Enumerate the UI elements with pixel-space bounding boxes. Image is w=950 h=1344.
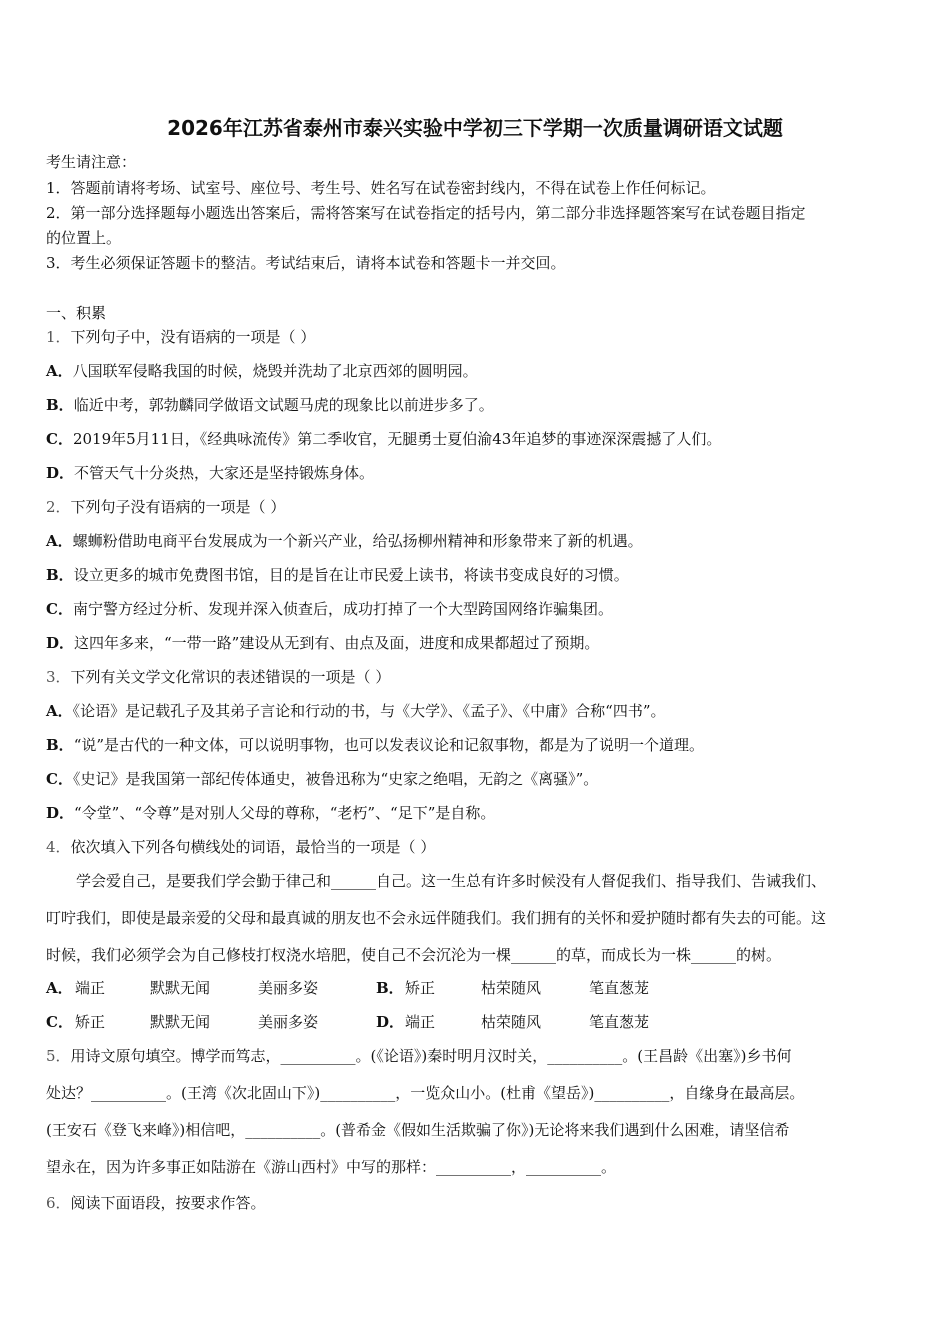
question-4 (46, 837, 435, 857)
q4-option-d-word-1: 端正 (405, 1013, 436, 1031)
question-number: 1． (46, 328, 71, 346)
question-stem: 阅读下面语段，按要求作答。 (70, 1194, 266, 1212)
question-6 (46, 1193, 266, 1213)
option-text: 2019年5月11日，《经典咏流传》第二季收官，无腿勇士夏伯渝43年追梦的事迹深深震撼了人们。 (72, 430, 722, 448)
q2-option-b: B．设立更多的城市免费图书馆，目的是旨在让市民爱上读书，将读书变成良好的习惯。 (46, 566, 629, 584)
q4-passage-line-1: 学会爱自己，是要我们学会勤于律己和______自己。这一生总有许多时候没有人督促我们、指导我们、告诫我们、 (46, 872, 827, 890)
q2-option-d: D．这四年多来，“一带一路”建设从无到有、由点及面，进度和成果都超过了预期。 (46, 634, 600, 652)
q2-option-c: C．南宁警方经过分析、发现并深入侦查后，成功打掉了一个大型跨国网络诈骗集团。 (46, 600, 613, 618)
question-2 (46, 497, 285, 517)
q1-option-c: C．2019年5月11日，《经典咏流传》第二季收官，无腿勇士夏伯渝43年追梦的事迹深深震撼了人们。 (46, 430, 722, 448)
option-text: “令堂”、“令尊”是对别人父母的尊称，“老朽”、“足下”是自称。 (74, 804, 496, 822)
question-number: 4． (46, 838, 71, 856)
notice-2: 2．第一部分选择题每小题选出答案后，需将答案写在试卷指定的括号内，第二部分非选择题答案写在试卷题目指定 (46, 204, 806, 222)
q2-option-a: A．螺蛳粉借助电商平台发展成为一个新兴产业，给弘扬柳州精神和形象带来了新的机遇。 (46, 532, 643, 550)
question-stem: 下列有关文学文化常识的表述错误的一项是（ ） (70, 668, 391, 686)
q1-option-b: B．临近中考，郭勃麟同学做语文试题马虎的现象比以前进步多了。 (46, 396, 494, 414)
q4-option-c-word-2: 默默无闻 (150, 1013, 211, 1031)
notice-heading: 考生请注意： (46, 153, 137, 171)
question-stem: 下列句子没有语病的一项是（ ） (70, 498, 286, 516)
question-number: 5． (46, 1047, 71, 1065)
q4-option-d-word-2: 枯荣随风 (481, 1013, 542, 1031)
q3-option-d: D．“令堂”、“令尊”是对别人父母的尊称，“老朽”、“足下”是自称。 (46, 804, 496, 822)
question-number: 3． (46, 668, 71, 686)
page-title: 2026年江苏省泰州市泰兴实验中学初三下学期一次质量调研语文试题 (167, 116, 783, 140)
option-text: 八国联军侵略我国的时候，烧毁并洗劫了北京西郊的圆明园。 (72, 362, 478, 380)
q4-passage-line-2: 叮咛我们，即使是最亲爱的父母和最真诚的朋友也不会永远伴随我们。我们拥有的关怀和爱护随时都有失去的可能。这 (46, 909, 827, 927)
q4-option-b-word-1: 矫正 (405, 979, 436, 997)
section-heading: 一、积累 (46, 304, 107, 322)
question-1 (46, 327, 315, 347)
q4-option-b-word-2: 枯荣随风 (481, 979, 542, 997)
q3-option-b: B．“说”是古代的一种文体，可以说明事物，也可以发表议论和记叙事物，都是为了说明一个道理。 (46, 736, 705, 754)
question-5 (46, 1046, 791, 1066)
q4-option-d-word-3: 笔直葱茏 (589, 1013, 650, 1031)
q5-line-4: 望永在，因为许多事正如陆游在《游山西村》中写的那样：__________，__________。 (46, 1158, 617, 1176)
question-stem: 下列句子中，没有语病的一项是（ ） (70, 328, 316, 346)
option-text: 《史记》是我国第一部纪传体通史，被鲁迅称为“史家之绝唱，无韵之《离骚》”。 (72, 770, 599, 788)
notice-1: 1．答题前请将考场、试室号、座位号、考生号、姓名写在试卷密封线内，不得在试卷上作任何标记。 (46, 179, 716, 197)
option-text: 这四年多来，“一带一路”建设从无到有、由点及面，进度和成果都超过了预期。 (74, 634, 600, 652)
q5-line-1: 用诗文原句填空。博学而笃志，__________。(《论语》)秦时明月汉时关，__________。(王昌龄《出塞》)乡书何 (70, 1047, 792, 1065)
q4-option-b-word-3: 笔直葱茏 (589, 979, 650, 997)
question-number: 6． (46, 1194, 71, 1212)
q4-option-b-letter: B． (376, 979, 404, 997)
question-stem: 依次填入下列各句横线处的词语，最恰当的一项是（ ） (70, 838, 436, 856)
q1-option-a: A．八国联军侵略我国的时候，烧毁并洗劫了北京西郊的圆明园。 (46, 362, 478, 380)
q4-option-c-word-3: 美丽多姿 (258, 1013, 319, 1031)
notice-3: 3．考生必须保证答题卡的整洁。考试结束后，请将本试卷和答题卡一并交回。 (46, 254, 566, 272)
option-text: 南宁警方经过分析、发现并深入侦查后，成功打掉了一个大型跨国网络诈骗集团。 (72, 600, 613, 618)
q5-line-3: (王安石《登飞来峰》)相信吧，__________。(普希金《假如生活欺骗了你》)无论将来我们遇到什么困难，请坚信希 (46, 1121, 790, 1139)
q3-option-a: A．《论语》是记载孔子及其弟子言论和行动的书，与《大学》、《孟子》、《中庸》合称“四书”。 (46, 702, 666, 720)
option-text: 设立更多的城市免费图书馆，目的是旨在让市民爱上读书，将读书变成良好的习惯。 (73, 566, 629, 584)
option-text: 不管天气十分炎热，大家还是坚持锻炼身体。 (74, 464, 375, 482)
question-number: 2． (46, 498, 71, 516)
q5-line-2: 处达？__________。(王湾《次北固山下》)__________，一览众山小。(杜甫《望岳》)__________，自缘身在最高层。 (46, 1084, 805, 1102)
q4-option-a-letter: A． (46, 979, 73, 997)
option-text: 临近中考，郭勃麟同学做语文试题马虎的现象比以前进步多了。 (73, 396, 494, 414)
notice-2-cont: 的位置上。 (46, 229, 122, 247)
q1-option-d: D．不管天气十分炎热，大家还是坚持锻炼身体。 (46, 464, 375, 482)
option-text: “说”是古代的一种文体，可以说明事物，也可以发表议论和记叙事物，都是为了说明一个道理。 (73, 736, 705, 754)
q4-option-a-word-2: 默默无闻 (150, 979, 211, 997)
q3-option-c: C．《史记》是我国第一部纪传体通史，被鲁迅称为“史家之绝唱，无韵之《离骚》”。 (46, 770, 599, 788)
option-text: 《论语》是记载孔子及其弟子言论和行动的书，与《大学》、《孟子》、《中庸》合称“四书”。 (72, 702, 666, 720)
q4-option-c-letter: C． (46, 1013, 73, 1031)
q4-option-a-word-1: 端正 (75, 979, 106, 997)
option-text: 螺蛳粉借助电商平台发展成为一个新兴产业，给弘扬柳州精神和形象带来了新的机遇。 (72, 532, 643, 550)
q4-option-d-letter: D． (376, 1013, 405, 1031)
q4-passage-line-3: 时候，我们必须学会为自己修枝打杈浇水培肥，使自己不会沉沦为一棵______的草，而成长为一株______的树。 (46, 946, 782, 964)
q4-option-c-word-1: 矫正 (75, 1013, 106, 1031)
q4-option-a-word-3: 美丽多姿 (258, 979, 319, 997)
question-3 (46, 667, 390, 687)
